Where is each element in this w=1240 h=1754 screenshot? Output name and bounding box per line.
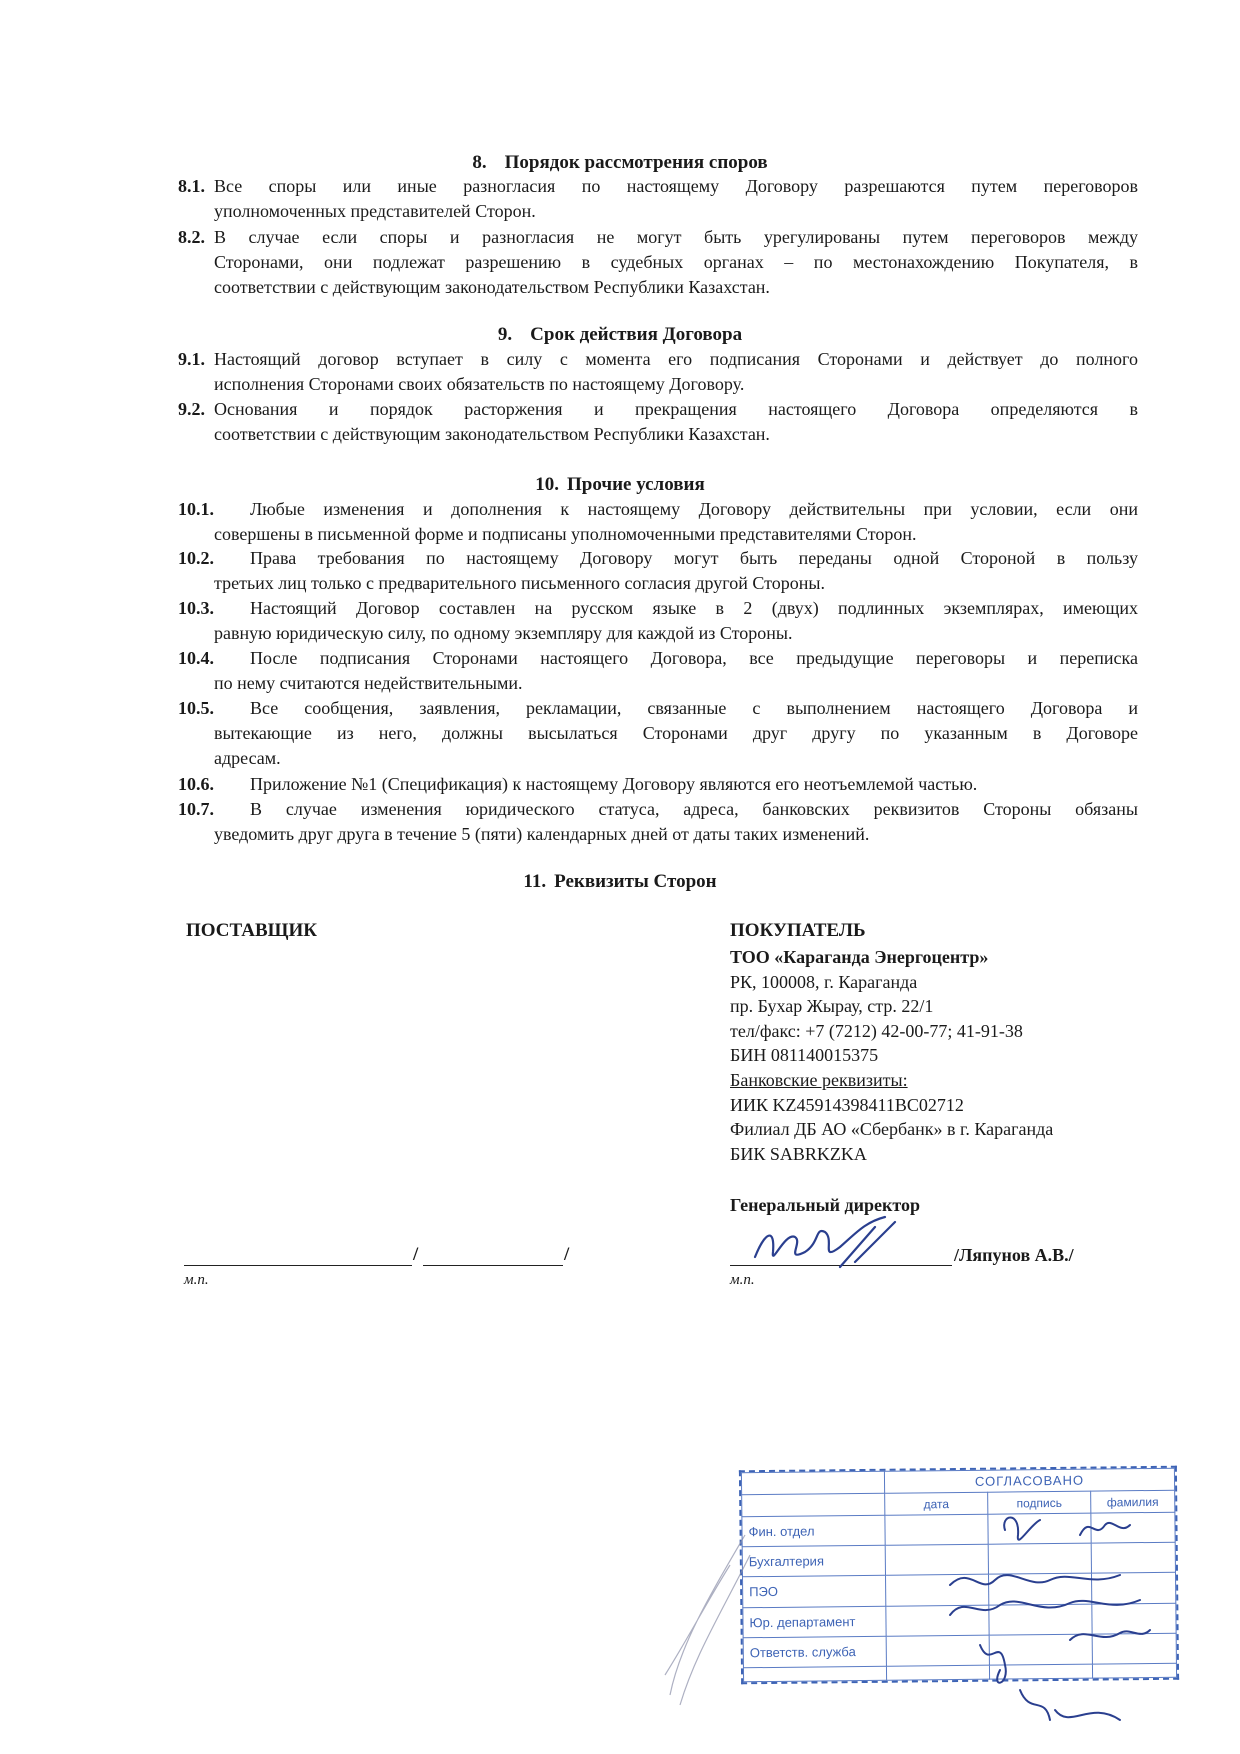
buyer-position: Генеральный директор (730, 1195, 920, 1215)
stamp-row-legal: Юр. департамент (743, 1606, 886, 1638)
stamp-row-accounting: Бухгалтерия (742, 1545, 885, 1577)
supplier-stamp-place: м.п. (184, 1272, 209, 1288)
buyer-bin: БИН 081140015375 (730, 1045, 879, 1066)
buyer-signature-icon (745, 1212, 915, 1282)
contract-page: 8. Порядок рассмотрения споров 8.1. Все споры или иные разногласия по настоящему Договору разрешаются путем переговоров уполномоченных представителей Сторон. 8.2. В случае если споры и разногласия не могут быть урегулированы путем переговоров между Сторонами, они подлежат разрешению в судебных органах – по местонахождению Покупателя, в соответствии с действующим законодательством Республики Казахстан. 9. Срок действия Договора 9.1. Настоящий договор вступает в силу с момента его подписания Сторонами и действует до полного исполнения Сторонами своих обязательств по настоящему Договору. 9.2. Основания и порядок расторжения и прекращения настоящего Договора определяются в соответствии с действующим законодательством Республики Казахстан. 10. Прочие условия 10.1. Любые изменения и дополнения к настоящему Договору действительны при условии, если они совершены в письменной форме и подписаны уполномоченными представителями Сторон. 10.2. Права требования по настоящему Договору могут быть переданы одной Стороной в пользу третьих лиц только с предварительного письменного согласия другой Стороны. 10.3. Настоящий Договор составлен на русском языке в 2 (двух) подлинных экземплярах, имеющих равную юридическую силу, по одному экземпляру для каждой из Стороны. 10.4. После подписания Сторонами настоящего Договора, все предыдущие переговоры и переписка по нему считаются недействительными. 10.5. Все сообщения, заявления, рекламации, связанные с выполнением настоящего Договора и вытекающие из него, должны высылаться Сторонами друг другу по указанным в Договоре адресам. 10.6. Приложение №1 (Спецификация) к настоящему Договору являются его неотъемлемой частью. 10.7. В случае изменения юридического статуса, адреса, банковских реквизитов Стороны обязаны уведомить друг друга в течение 5 (пяти) календарных дней от даты таких изменений. 11. Реквизиты Сторон ПОСТАВЩИК ПОКУПАТЕЛЬ ТОО «Караганда Энергоцентр» РК, 100008, г. Караганда пр. Бухар Жырау, стр. 22/1 тел/факс: +7 (7212) 42-00-77; 41-91-38 БИН 081140015375 Банковские реквизиты: ИИК KZ45914398411BC02712 Филиал ДБ АО «Сбербанк» в г. Караганда БИК SABRKZKA Генеральный директор / / м.п. /Ляпунов А.В./ м.п. СОГЛАСОВАНО дата подпись фамилия Фин. отдел Бухгалтерия ПЭО Юр. департамент Ответств. служба (0, 0, 1240, 1754)
buyer-signatory: /Ляпунов А.В./ (954, 1245, 1074, 1265)
stamp-row-responsible: Ответств. служба (743, 1636, 886, 1668)
stamp-row-peo: ПЭО (743, 1576, 886, 1608)
stamp-col-surname: фамилия (1091, 1490, 1175, 1513)
supplier-name-line (423, 1265, 563, 1266)
stamp-col-signature: подпись (988, 1491, 1091, 1514)
section-9-title: 9. Срок действия Договора (497, 324, 743, 345)
buyer-bank-label: Банковские реквизиты: (730, 1069, 908, 1090)
buyer-iik: ИИК KZ45914398411BC02712 (730, 1094, 964, 1115)
buyer-stamp-place: м.п. (730, 1272, 755, 1288)
buyer-title: ПОКУПАТЕЛЬ (730, 920, 866, 941)
stamp-row-fin: Фин. отдел (742, 1515, 885, 1547)
buyer-address-1: РК, 100008, г. Караганда (730, 971, 918, 992)
buyer-phone: тел/факс: +7 (7212) 42-00-77; 41-91-38 (730, 1020, 1023, 1041)
stamp-title: СОГЛАСОВАНО (884, 1468, 1174, 1493)
supplier-signature-line (184, 1265, 412, 1266)
buyer-bik: БИК SABRKZKA (730, 1143, 867, 1164)
handwritten-approvals-icon (650, 1495, 1170, 1735)
buyer-bank: Филиал ДБ АО «Сбербанк» в г. Караганда (730, 1119, 1054, 1140)
buyer-address-2: пр. Бухар Жырау, стр. 22/1 (730, 996, 934, 1017)
supplier-slash-1: / (413, 1244, 419, 1265)
section-10-title: 10. Прочие условия (535, 474, 705, 495)
section-11-title: 11. Реквизиты Сторон (523, 871, 717, 892)
supplier-slash-2: / (564, 1244, 570, 1265)
stamp-col-date: дата (885, 1492, 988, 1515)
buyer-requisites (730, 945, 1150, 1166)
buyer-company: ТОО «Караганда Энергоцентр» (730, 947, 989, 967)
supplier-title: ПОСТАВЩИК (186, 920, 318, 941)
section-8-title: 8. Порядок рассмотрения споров (472, 152, 768, 173)
